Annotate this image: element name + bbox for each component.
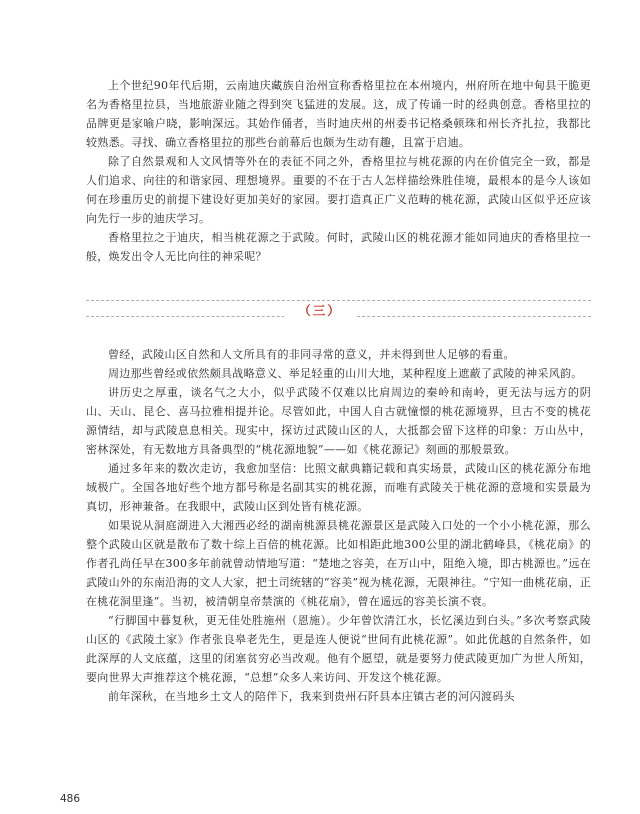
- intro-paragraph-2: 除了自然景观和人文风情等外在的表征不同之外，香格里拉与桃花源的内在价值完全一致，都是人们追求、向往的和谐家园、理想境界。重要的不在于古人怎样描绘殊胜佳境，最根本的是今人该如何在珍重历史的前提下建设好更加美好的家园。要打造真正广义范畴的桃花源，武陵山区似乎还应该向先行一步的迪庆学习。: [86, 155, 591, 225]
- body-paragraph-5: 如果说从洞庭湖进入大湘西必经的湖南桃源县桃花源景区是武陵入口处的一个小小桃花源，那么整个武陵山区就是散布了数十综上百倍的桃花源。比如相距此地300公里的湖北鹤峰县，《桃花扇》的作者孔尚任早在300多年前就曾动情地写道：“楚地之容美，在万山中，阻绝入境，即古桃源也。”远在武陵山外的东南沿海的文人大家，把土司统辖的“容美”视为桃花源，无限神往。“宁知一曲桃花扇，正在桃花洞里逢”。当初，被清朝皇帝禁演的《桃花扇》，曾在遥远的容美长演不衰。: [86, 519, 591, 608]
- intro-section: [86, 76, 591, 266]
- body-paragraph-7: 前年深秋，在当地乡土文人的陪伴下，我来到贵州石阡县本庄镇古老的河闪渡码头: [108, 690, 515, 703]
- body-section: [86, 345, 591, 706]
- body-paragraph-1: 曾经，武陵山区自然和人文所具有的非同寻常的意义，并未得到世人足够的看重。: [108, 348, 515, 361]
- section-heading-label: （三）: [284, 302, 356, 319]
- body-paragraph-2: 周边那些曾经或依然颇具战略意义、举足轻重的山川大地，某种程度上遮蔽了武陵的神采风韵。: [108, 367, 583, 380]
- intro-paragraph-1: 上个世纪90年代后期，云南迪庆藏族自治州宣称香格里拉在本州境内，州府所在地中甸县干脆更名为香格里拉县，当地旅游业随之得到突飞猛进的发展。这，成了传诵一时的经典创意。香格里拉的品牌更是家喻户晓，影响深远。其始作俑者，当时迪庆州的州委书记格桑顿珠和州长齐扎拉，我都比较熟悉。寻找、确立香格里拉的那些台前幕后也颇为生动有趣，且富于启迪。: [86, 79, 591, 149]
- body-paragraph-4: 通过多年来的数次走访，我愈加坚信：比照文献典籍记载和真实场景，武陵山区的桃花源分布地域极广。全国各地好些个地方都号称是名副其实的桃花源，而唯有武陵关于桃花源的意境和实景最为真切，形神兼备。在我眼中，武陵山区到处皆有桃花源。: [86, 462, 591, 513]
- intro-paragraph-3: 香格里拉之于迪庆，相当桃花源之于武陵。何时，武陵山区的桃花源才能如同迪庆的香格里拉一般，焕发出令人无比向往的神采呢？: [86, 231, 591, 263]
- body-paragraph-6: “行脚国中暮复秋，更无佳处胜施州（恩施）。少年曾饮清江水，长忆溪边到白头。”多次考察武陵山区的《武陵土家》作者张良皋老先生，更是连人便说“世间有此桃花源”。如此优越的自然条件，如此深厚的人文底蕴，这里的闭塞贫穷必当改观。他有个愿望，就是要努力使武陵更加广为世人所知，要向世界大声推荐这个桃花源，“总想”众多人来访问、开发这个桃花源。: [86, 614, 591, 684]
- body-paragraph-3: 讲历史之厚重，谈名气之大小，似乎武陵不仅难以比肩周边的秦岭和南岭，更无法与远方的阴山、天山、昆仑、喜马拉雅相提并论。尽管如此，中国人自古就憧憬的桃花源境界，旦古不变的桃花源情结，却与武陵息息相关。现实中，探访过武陵山区的人，大抵都会留下这样的印象：万山丛中，密林深处，有无数地方具备典型的“桃花源地貌”——如《桃花源记》刻画的那般景致。: [86, 386, 591, 456]
- section-heading: [0, 300, 640, 317]
- page-number: 486: [60, 793, 81, 805]
